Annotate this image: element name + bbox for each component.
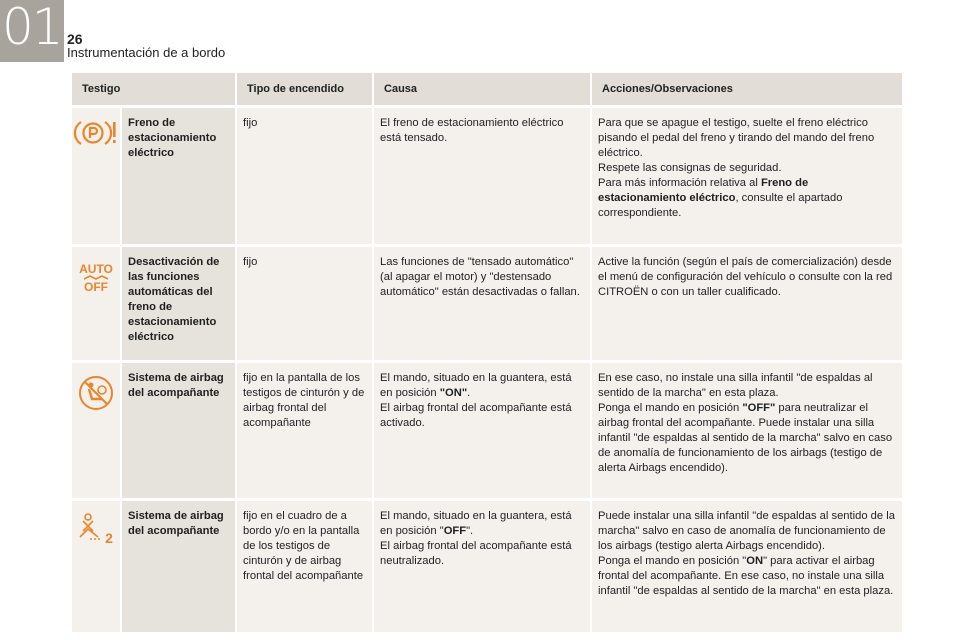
causa: Las funciones de "tensado automático" (al apagar el motor) y "destensado automático" están desactivadas o fallan. — [374, 244, 592, 360]
icon-cell — [72, 498, 122, 632]
acciones-emphasis: Freno de estacionamiento eléctrico — [598, 177, 809, 204]
table-row — [72, 498, 904, 632]
chapter-number: 01 — [2, 0, 62, 56]
acciones-text-part: Ponga el mando en posición — [598, 402, 743, 414]
warning-name: Sistema de airbag del acompañante — [122, 360, 237, 498]
warning-name: Sistema de airbag del acompañante — [122, 498, 237, 632]
column-header-testigo: Testigo — [72, 73, 237, 105]
acciones-text-part: Ponga el mando en posición " — [598, 555, 747, 567]
chapter-tab — [0, 0, 64, 62]
acciones-emphasis: "OFF" — [742, 402, 776, 414]
causa-emphasis: OFF — [443, 525, 467, 537]
warning-lights-table — [72, 73, 904, 632]
causa-text — [380, 371, 584, 401]
causa: El freno de estacionamiento eléctrico está tensado. — [374, 105, 592, 244]
table-row — [72, 360, 904, 498]
causa-text-part: El mando, situado en la guantera, está en posición — [380, 372, 572, 399]
airbag-icon-number: 2 — [105, 530, 113, 546]
acciones-emphasis: ON — [746, 555, 764, 567]
causa-text: El airbag frontal del acompañante está neutralizado. — [380, 540, 572, 567]
table-header-row — [72, 73, 904, 105]
causa-text-part: ". — [466, 525, 474, 537]
acciones-text — [598, 176, 896, 221]
icon-cell — [72, 244, 122, 360]
auto-off-icon-bottom: OFF — [84, 280, 108, 294]
causa-emphasis: "ON" — [439, 387, 468, 399]
acciones-text-part: , consulte el apartado correspondiente. — [598, 192, 843, 219]
icon-cell — [72, 360, 122, 498]
acciones-text: Respete las consignas de seguridad. — [598, 162, 782, 174]
acciones-text-part: " para activar el airbag frontal del acompañante. En ese caso, no instale una silla infantil "de espaldas al sentido de la marcha" en esta plaza. — [598, 555, 894, 597]
column-header-causa: Causa — [374, 73, 592, 105]
causa — [374, 360, 592, 498]
column-header-acciones: Acciones/Observaciones — [592, 73, 904, 105]
auto-off-icon — [76, 257, 116, 297]
acciones-text: En ese caso, no instale una silla infantil "de espaldas al sentido de la marcha" en esta plaza. — [598, 372, 873, 399]
acciones-text-part: Para más información relativa al — [598, 177, 761, 189]
causa-text-part: . — [467, 387, 471, 399]
tipo-encendido: fijo — [237, 105, 374, 244]
parking-brake-warning-icon — [73, 118, 119, 148]
acciones-text: Para que se apague el testigo, suelte el freno eléctrico pisando el pedal del freno y tirando del mando del freno eléctrico. — [598, 117, 875, 159]
table-row — [72, 105, 904, 244]
passenger-airbag-seatbelt-icon — [76, 511, 116, 547]
table-row — [72, 244, 904, 360]
warning-name: Desactivación de las funciones automáticas del freno de estacionamiento eléctrico — [122, 244, 237, 360]
section-title: Instrumentación de a bordo — [67, 45, 226, 60]
tipo-encendido: fijo — [237, 244, 374, 360]
causa-text: El airbag frontal del acompañante está activado. — [380, 402, 572, 429]
acciones — [592, 498, 904, 632]
page-number: 26 — [67, 31, 83, 47]
causa-text-part: El mando, situado en la guantera, está en posición " — [380, 510, 572, 537]
tipo-encendido: fijo en la pantalla de los testigos de cinturón y de airbag frontal del acompañante — [237, 360, 374, 498]
acciones-text-part: para neutralizar el airbag frontal del acompañante. Puede instalar una silla infantil "de espaldas al sentido de la marcha" salvo en caso de anomalía de funcionamiento de los airbags (testigo de alerta Airbags encendido). — [598, 402, 893, 474]
causa-text — [380, 509, 584, 539]
auto-off-icon-top: AUTO — [79, 262, 113, 276]
acciones-text — [598, 554, 896, 599]
warning-name: Freno de estacionamiento eléctrico — [122, 105, 237, 244]
tipo-encendido: fijo en el cuadro de a bordo y/o en la pantalla de los testigos de cinturón y de airbag frontal del acompañante — [237, 498, 374, 632]
acciones — [592, 105, 904, 244]
causa — [374, 498, 592, 632]
acciones-text — [598, 401, 896, 476]
acciones: Active la función (según el país de comercialización) desde el menú de configuración del vehículo o consulte con la red CITROËN o con un taller cualificado. — [592, 244, 904, 360]
column-header-tipo: Tipo de encendido — [237, 73, 374, 105]
passenger-airbag-off-icon — [76, 373, 116, 413]
icon-cell — [72, 105, 122, 244]
acciones — [592, 360, 904, 498]
acciones-text: Puede instalar una silla infantil "de espaldas al sentido de la marcha" salvo en caso de anomalía de funcionamiento de los airbags (testigo alerta Airbags encendido). — [598, 510, 895, 552]
